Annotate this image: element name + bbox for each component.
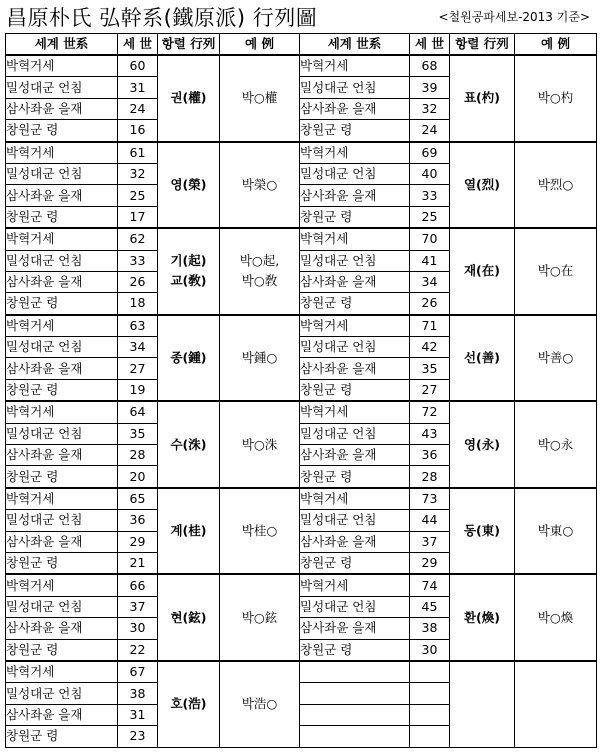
- generation-number-left: 30: [118, 618, 158, 639]
- generation-number-left: 67: [118, 661, 158, 683]
- generation-number-left: 31: [118, 77, 158, 98]
- header-name-right: 항렬 行列: [450, 34, 515, 56]
- lineage-label-right: 박혁거세: [300, 574, 410, 596]
- lineage-label-left: 삼사좌윤 을재: [6, 98, 118, 119]
- lineage-label-right: 삼사좌윤 을재: [300, 98, 410, 119]
- generation-number-left: 61: [118, 142, 158, 164]
- lineage-label-left: 밀성대군 언침: [6, 250, 118, 271]
- generation-number-left: 18: [118, 293, 158, 315]
- lineage-label-right: 창원군 령: [300, 552, 410, 574]
- generation-number-right: 37: [410, 531, 450, 552]
- lineage-label-left: 삼사좌윤 을재: [6, 445, 118, 466]
- table-row: [6, 228, 597, 250]
- page-title: 昌原朴氏 弘幹系(鐵原派) 行列圖: [6, 6, 318, 30]
- lineage-label-left: 창원군 령: [6, 379, 118, 401]
- table-row: [6, 315, 597, 337]
- lineage-label-right: 삼사좌윤 을재: [300, 531, 410, 552]
- lineage-label-left: 밀성대군 언침: [6, 163, 118, 184]
- table-row: [6, 661, 597, 683]
- generation-number-left: 35: [118, 423, 158, 444]
- lineage-label-left: 밀성대군 언침: [6, 510, 118, 531]
- generation-number-left: 65: [118, 488, 158, 510]
- generation-number-left: 60: [118, 55, 158, 77]
- generation-number-right: 72: [410, 401, 450, 423]
- generation-number-left: 20: [118, 466, 158, 488]
- lineage-label-right: 박혁거세: [300, 488, 410, 510]
- generation-number-left: 31: [118, 704, 158, 725]
- generation-number-left: 29: [118, 531, 158, 552]
- generation-number-left: 36: [118, 510, 158, 531]
- generation-number-right: 35: [410, 358, 450, 379]
- lineage-label-left: 박혁거세: [6, 661, 118, 683]
- lineage-label-right: 밀성대군 언침: [300, 596, 410, 617]
- hangryeol-name-right: 재(在): [450, 228, 515, 315]
- lineage-label-left: 삼사좌윤 을재: [6, 271, 118, 292]
- hangryeol-name-left: 종(鍾): [158, 315, 220, 402]
- hangryeol-name-right: [450, 661, 515, 747]
- lineage-label-right: 박혁거세: [300, 315, 410, 337]
- hangryeol-name-left: 현(鉉): [158, 574, 220, 661]
- lineage-label-left: 박혁거세: [6, 315, 118, 337]
- lineage-label-left: 창원군 령: [6, 293, 118, 315]
- lineage-label-right: 창원군 령: [300, 466, 410, 488]
- hangryeol-name-left: 호(浩): [158, 661, 220, 747]
- generation-number-right: 73: [410, 488, 450, 510]
- generation-number-left: 38: [118, 683, 158, 704]
- lineage-label-left: 박혁거세: [6, 401, 118, 423]
- generation-number-left: 26: [118, 271, 158, 292]
- page-subtitle: <철원공파세보-2013 기준>: [438, 10, 590, 24]
- lineage-label-right: 창원군 령: [300, 639, 410, 661]
- generation-number-left: 32: [118, 163, 158, 184]
- hangryeol-example-right: 박○在: [515, 228, 597, 315]
- lineage-label-right: 삼사좌윤 을재: [300, 185, 410, 206]
- generation-number-right: 74: [410, 574, 450, 596]
- lineage-label-left: 박혁거세: [6, 574, 118, 596]
- hangryeol-example-left: 박桂○: [220, 488, 300, 575]
- lineage-label-right: 박혁거세: [300, 142, 410, 164]
- generation-number-right: [410, 704, 450, 725]
- lineage-label-right: 창원군 령: [300, 120, 410, 142]
- generation-number-right: 70: [410, 228, 450, 250]
- generation-number-left: 62: [118, 228, 158, 250]
- hangryeol-example-left: 박○權: [220, 55, 300, 142]
- generation-number-right: 30: [410, 639, 450, 661]
- generation-number-right: 27: [410, 379, 450, 401]
- hangryeol-example-right: [515, 661, 597, 747]
- generation-number-left: 23: [118, 726, 158, 747]
- generation-number-right: 34: [410, 271, 450, 292]
- lineage-label-right: 창원군 령: [300, 293, 410, 315]
- generation-number-right: [410, 726, 450, 747]
- hangryeol-example-left: 박○洙: [220, 401, 300, 488]
- lineage-label-right: [300, 704, 410, 725]
- hangryeol-name-right: 표(杓): [450, 55, 515, 142]
- generation-number-left: 16: [118, 120, 158, 142]
- hangryeol-example-right: 박東○: [515, 488, 597, 575]
- lineage-label-left: 창원군 령: [6, 639, 118, 661]
- header-name-left: 항렬 行列: [158, 34, 220, 56]
- hangryeol-name-left: 영(榮): [158, 142, 220, 229]
- lineage-label-left: 삼사좌윤 을재: [6, 618, 118, 639]
- table-row: [6, 574, 597, 596]
- generation-number-left: 22: [118, 639, 158, 661]
- lineage-label-left: 창원군 령: [6, 552, 118, 574]
- lineage-label-right: 밀성대군 언침: [300, 337, 410, 358]
- lineage-label-left: 창원군 령: [6, 120, 118, 142]
- lineage-label-left: 삼사좌윤 을재: [6, 358, 118, 379]
- lineage-label-right: 창원군 령: [300, 379, 410, 401]
- lineage-label-right: 밀성대군 언침: [300, 423, 410, 444]
- lineage-label-right: 밀성대군 언침: [300, 77, 410, 98]
- header-row: [6, 34, 597, 56]
- generation-number-right: 26: [410, 293, 450, 315]
- lineage-label-right: [300, 726, 410, 747]
- header-lineage-left: 세계 世系: [6, 34, 118, 56]
- header-lineage-right: 세계 世系: [300, 34, 410, 56]
- generation-number-right: 39: [410, 77, 450, 98]
- generation-number-left: 37: [118, 596, 158, 617]
- hangryeol-name-left: 권(權): [158, 55, 220, 142]
- table-row: [6, 488, 597, 510]
- lineage-label-right: 박혁거세: [300, 401, 410, 423]
- hangryeol-name-right: 열(烈): [450, 142, 515, 229]
- table-row: [6, 55, 597, 77]
- generation-number-right: 25: [410, 206, 450, 228]
- generation-number-right: 40: [410, 163, 450, 184]
- hangryeol-name-left: 수(洙): [158, 401, 220, 488]
- table-row: [6, 142, 597, 164]
- lineage-label-right: 삼사좌윤 을재: [300, 618, 410, 639]
- generation-number-right: 68: [410, 55, 450, 77]
- hangryeol-example-left: 박榮○: [220, 142, 300, 229]
- generation-number-right: 71: [410, 315, 450, 337]
- generation-number-left: 64: [118, 401, 158, 423]
- header-generation-right: 세 世: [410, 34, 450, 56]
- generation-number-left: 27: [118, 358, 158, 379]
- hangryeol-example-left: 박○鉉: [220, 574, 300, 661]
- hangryeol-example-left: 박浩○: [220, 661, 300, 747]
- generation-number-right: 43: [410, 423, 450, 444]
- lineage-label-left: 창원군 령: [6, 206, 118, 228]
- lineage-label-right: [300, 661, 410, 683]
- lineage-label-left: 삼사좌윤 을재: [6, 531, 118, 552]
- hangryeol-name-right: 영(永): [450, 401, 515, 488]
- generation-number-right: [410, 683, 450, 704]
- lineage-label-left: 밀성대군 언침: [6, 337, 118, 358]
- lineage-label-left: 삼사좌윤 을재: [6, 704, 118, 725]
- generation-number-right: 28: [410, 466, 450, 488]
- lineage-label-left: 창원군 령: [6, 466, 118, 488]
- generation-number-left: 19: [118, 379, 158, 401]
- lineage-label-left: 밀성대군 언침: [6, 423, 118, 444]
- generation-number-left: 63: [118, 315, 158, 337]
- lineage-label-left: 밀성대군 언침: [6, 77, 118, 98]
- lineage-label-right: 삼사좌윤 을재: [300, 358, 410, 379]
- table-body: [6, 55, 597, 747]
- generation-number-left: 24: [118, 98, 158, 119]
- lineage-label-right: 밀성대군 언침: [300, 250, 410, 271]
- hangryeol-name-right: 환(煥): [450, 574, 515, 661]
- lineage-label-left: 밀성대군 언침: [6, 683, 118, 704]
- hangryeol-example-right: 박烈○: [515, 142, 597, 229]
- lineage-label-right: 삼사좌윤 을재: [300, 445, 410, 466]
- generation-number-right: 36: [410, 445, 450, 466]
- lineage-label-left: 삼사좌윤 을재: [6, 185, 118, 206]
- hangryeol-example-left: 박鍾○: [220, 315, 300, 402]
- lineage-label-right: 박혁거세: [300, 228, 410, 250]
- hangryeol-name-left: 기(起) 교(敎): [158, 228, 220, 315]
- header-example-left: 예 例: [220, 34, 300, 56]
- hangryeol-example-left: 박○起, 박○敎: [220, 228, 300, 315]
- generation-number-right: 33: [410, 185, 450, 206]
- generation-number-right: 69: [410, 142, 450, 164]
- hangryeol-example-right: 박○煥: [515, 574, 597, 661]
- lineage-label-left: 박혁거세: [6, 142, 118, 164]
- lineage-label-right: [300, 683, 410, 704]
- lineage-label-left: 창원군 령: [6, 726, 118, 747]
- generation-number-right: 32: [410, 98, 450, 119]
- generation-number-left: 66: [118, 574, 158, 596]
- hangryeol-name-right: 동(東): [450, 488, 515, 575]
- generation-number-left: 34: [118, 337, 158, 358]
- generation-number-right: 24: [410, 120, 450, 142]
- lineage-label-right: 창원군 령: [300, 206, 410, 228]
- generation-number-left: 25: [118, 185, 158, 206]
- generation-number-right: [410, 661, 450, 683]
- lineage-label-left: 박혁거세: [6, 228, 118, 250]
- lineage-label-right: 박혁거세: [300, 55, 410, 77]
- table-row: [6, 401, 597, 423]
- hangryeol-example-right: 박○杓: [515, 55, 597, 142]
- generation-number-right: 42: [410, 337, 450, 358]
- lineage-label-right: 밀성대군 언침: [300, 510, 410, 531]
- generation-table: [5, 33, 597, 748]
- generation-number-right: 38: [410, 618, 450, 639]
- hangryeol-name-right: 선(善): [450, 315, 515, 402]
- hangryeol-example-right: 박○永: [515, 401, 597, 488]
- generation-number-right: 41: [410, 250, 450, 271]
- generation-number-right: 29: [410, 552, 450, 574]
- generation-number-left: 33: [118, 250, 158, 271]
- generation-number-left: 17: [118, 206, 158, 228]
- lineage-label-right: 밀성대군 언침: [300, 163, 410, 184]
- lineage-label-left: 밀성대군 언침: [6, 596, 118, 617]
- lineage-label-left: 박혁거세: [6, 488, 118, 510]
- generation-number-right: 44: [410, 510, 450, 531]
- hangryeol-example-right: 박善○: [515, 315, 597, 402]
- generation-number-left: 28: [118, 445, 158, 466]
- lineage-label-right: 삼사좌윤 을재: [300, 271, 410, 292]
- hangryeol-name-left: 계(桂): [158, 488, 220, 575]
- header-example-right: 예 例: [515, 34, 597, 56]
- lineage-label-left: 박혁거세: [6, 55, 118, 77]
- header-generation-left: 세 世: [118, 34, 158, 56]
- generation-number-left: 21: [118, 552, 158, 574]
- generation-number-right: 45: [410, 596, 450, 617]
